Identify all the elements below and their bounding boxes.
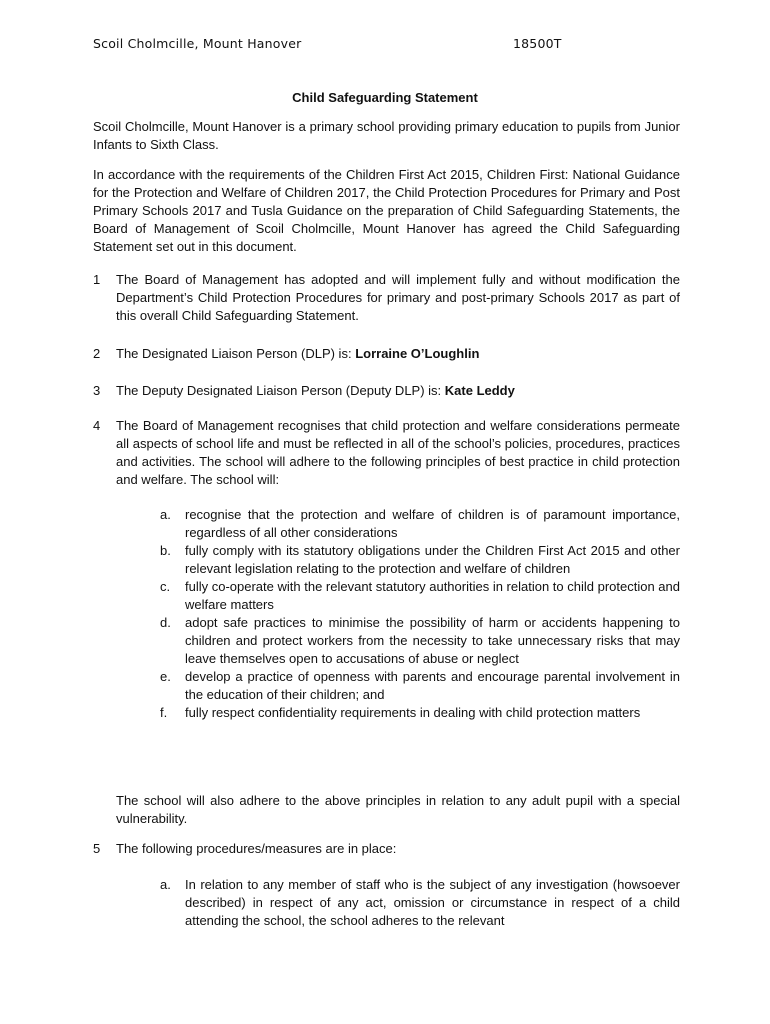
item-number: 4 xyxy=(93,418,101,433)
list-letter: a. xyxy=(160,877,171,892)
intro-paragraph-1: Scoil Cholmcille, Mount Hanover is a primary school providing primary education to pupils from Junior Infants to Sixth Class. xyxy=(93,119,680,152)
list-item xyxy=(160,668,680,704)
list-letter: b. xyxy=(160,543,171,558)
item-text xyxy=(116,345,680,363)
list-letter: c. xyxy=(160,579,171,594)
measures-list xyxy=(160,876,680,930)
deputy-dlp-label: The Deputy Designated Liaison Person (Deputy DLP) is: xyxy=(116,383,445,398)
item-text: The Board of Management recognises that child protection and welfare considerations permeate all aspects of school life and must be reflected in all of the school’s policies, procedures, practices and activities. The school will adhere to the following principles of best practice in child protection and welfare. The school will: xyxy=(116,418,680,487)
item-text xyxy=(116,382,680,400)
adult-pupil-paragraph: The school will also adhere to the above principles in relation to any adult pupil with a special vulnerability. xyxy=(116,793,680,826)
item-number: 1 xyxy=(93,272,101,287)
list-letter: d. xyxy=(160,615,171,630)
list-item xyxy=(160,876,680,930)
list-item xyxy=(160,614,680,668)
list-letter: f. xyxy=(160,705,168,720)
list-letter: e. xyxy=(160,669,171,684)
dlp-name: Lorraine O’Loughlin xyxy=(355,346,480,361)
document-title: Child Safeguarding Statement xyxy=(292,90,478,105)
list-item xyxy=(160,542,680,578)
page-header xyxy=(93,35,593,53)
item-text: The following procedures/measures are in place: xyxy=(116,841,397,856)
list-text: develop a practice of openness with parents and encourage parental involvement in the education of their children; and xyxy=(185,669,680,702)
list-text: recognise that the protection and welfare of children is of paramount importance, regardless of all other considerations xyxy=(185,507,680,540)
intro-paragraph-2: In accordance with the requirements of the Children First Act 2015, Children First: National Guidance for the Protection and Welfare of Children 2017, the Child Protection Procedures for Primary and Post Primary Schools 2017 and Tusla Guidance on the preparation of Child Safeguarding Statements, the Board of Management of Scoil Cholmcille, Mount Hanover has agreed the Child Safeguarding Statement set out in this document. xyxy=(93,167,680,254)
dlp-label: The Designated Liaison Person (DLP) is: xyxy=(116,346,356,361)
list-item xyxy=(160,506,680,542)
header-school-name: Scoil Cholmcille, Mount Hanover xyxy=(93,36,302,51)
list-item xyxy=(160,704,680,722)
list-item xyxy=(160,578,680,614)
list-text: In relation to any member of staff who is the subject of any investigation (howsoever described) in respect of any act, omission or circumstance in respect of a child attending the school, the school adheres to the relevant xyxy=(185,877,680,928)
item-number: 3 xyxy=(93,383,101,398)
list-letter: a. xyxy=(160,507,171,522)
list-text: adopt safe practices to minimise the possibility of harm or accidents happening to children and protect workers from the necessity to take unnecessary risks that may leave themselves open to accusations of abuse or neglect xyxy=(185,615,680,666)
item-text: The Board of Management has adopted and will implement fully and without modification the Department’s Child Protection Procedures for primary and post-primary Schools 2017 as part of this overall Child Safeguarding Statement. xyxy=(116,272,680,323)
list-text: fully respect confidentiality requirements in dealing with child protection matters xyxy=(185,705,641,720)
header-roll-number: 18500T xyxy=(513,36,562,51)
item-number: 5 xyxy=(93,841,101,856)
list-text: fully comply with its statutory obligations under the Children First Act 2015 and other relevant legislation relating to the protection and welfare of children xyxy=(185,543,680,576)
principles-list xyxy=(160,506,680,722)
deputy-dlp-name: Kate Leddy xyxy=(444,383,515,398)
list-text: fully co-operate with the relevant statutory authorities in relation to child protection and welfare matters xyxy=(185,579,680,612)
item-number: 2 xyxy=(93,346,101,361)
